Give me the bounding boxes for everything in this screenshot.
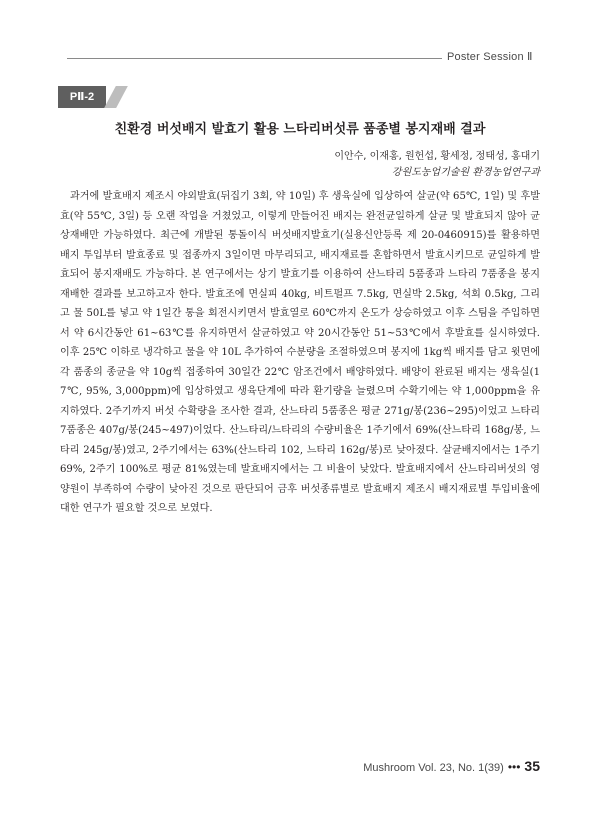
authors: 이안수, 이재홍, 원헌섭, 황세정, 정태성, 홍대기 — [334, 151, 540, 162]
journal-citation: Mushroom Vol. 23, No. 1(39) — [363, 762, 504, 774]
tag-decoration-stripe — [104, 86, 128, 108]
page-footer — [363, 758, 540, 776]
page-number: 35 — [524, 758, 540, 774]
abstract-body: 과거에 발효배지 제조시 야외발효(뒤집기 3회, 약 10일) 후 생육실에 입상하여 살균(약 65℃, 1일) 및 후발효(약 55℃, 3일) 등 오랜 작업을 거쳤었고, 이렇게 만들어진 배지는 완전균일하게 살균 및 발효되지 않아 균상재배만 가능하였다. 최근에 개발된 통돌이식 버섯배지발효기(실용신안등록 제 20-0460915)를 활용하면 배지 투입부터 발효종료 및 접종까지 3일이면 마무리되고, 배지재료를 혼합하면서 발효시키므로 균일하게 발효되어 봉지재배도 가능하다. 본 연구에서는 상기 발효기를 이용하여 산느타리 5품종과 느타리 7품종을 봉지재배한 결과를 보고하고자 한다. 발효조에 면실피 40kg, 비트펄프 7.5kg, 면실박 2.5kg, 석회 0.5kg, 그리고 물 50L를 넣고 약 1일간 통을 회전시키면서 발효열로 60℃까지 온도가 상승하였고 이후 스팀을 주입하면서 약 6시간동안 61~63℃를 유지하면서 살균하였고 약 20시간동안 51~53℃에서 후발효를 실시하였다. 이후 25℃ 이하로 냉각하고 물을 약 10L 추가하여 수분량을 조절하였으며 봉지에 1kg씩 배지를 담고 윗면에 각 품종의 종균을 약 10g씩 접종하여 30일간 22℃ 암조건에서 배양하였다. 배양이 완료된 배지는 생육실(17℃, 95%, 3,000ppm)에 입상하였고 생육단계에 따라 환기량을 늘렸으며 수확기에는 약 1,000ppm을 유지하였다. 2주기까지 버섯 수확량을 조사한 결과, 산느타리 5품종은 평균 271g/봉(236~295)이었고 느타리 7품종은 407g/봉(245~497)이었다. 산느타리/느타리의 수량비율은 1주기에서 69%(산느타리 168g/봉, 느타리 245g/봉)였고, 2주기에서는 63%(산느타리 102, 느타리 162g/봉)로 낮아졌다. 살균배지에서는 1주기 69%, 2주기 100%로 평균 81%였는데 발효배지에서는 그 비율이 낮았다. 발효배지에서 산느타리버섯의 영양원이 부족하여 수량이 낮아진 것으로 판단되어 금후 버섯종류별로 발효배지 제조시 배지재료별 투입비율에 대한 연구가 필요할 것으로 보였다. — [60, 191, 540, 514]
affiliation: 강원도농업기술원 환경농업연구과 — [391, 167, 540, 178]
poster-tag: PⅡ-2 — [58, 86, 106, 108]
page-title: 친환경 버섯배지 발효기 활용 느타리버섯류 품종별 봉지재배 결과 — [114, 122, 486, 137]
footer-dots: ••• — [507, 760, 521, 774]
header-rule — [67, 58, 442, 59]
running-header: Poster Session Ⅱ — [447, 51, 533, 63]
